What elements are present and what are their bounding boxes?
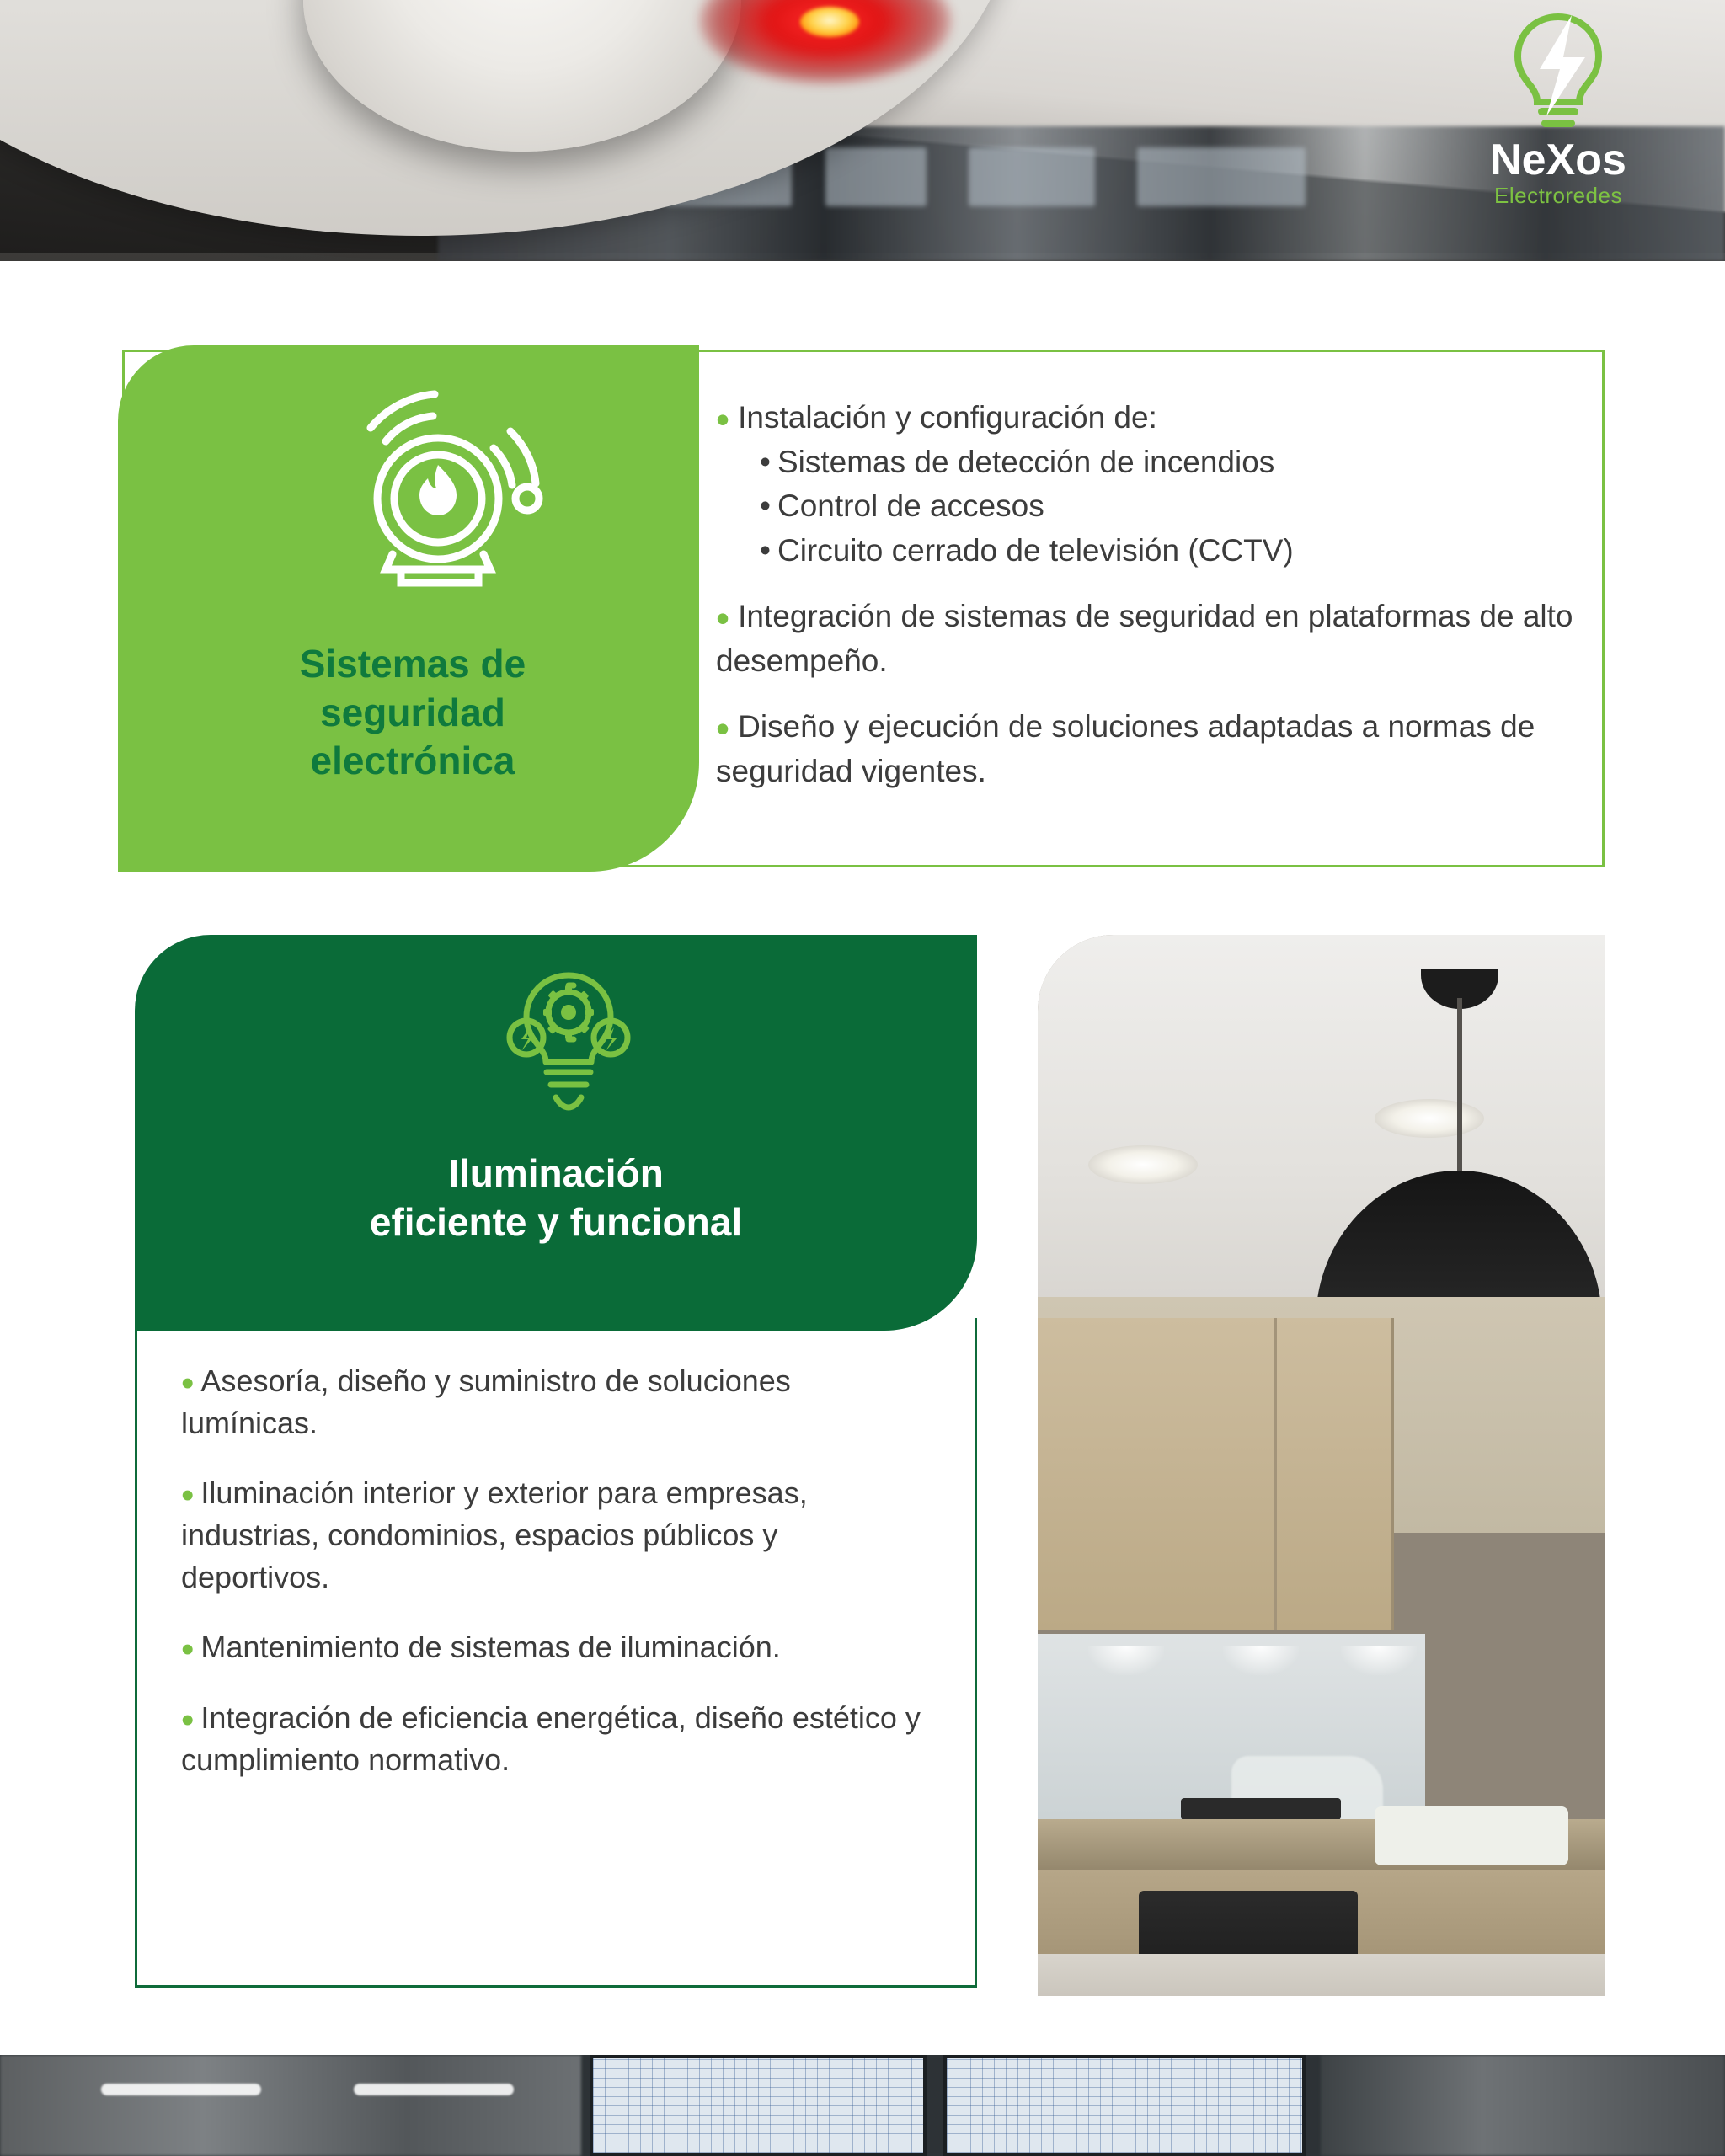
bullet-text: Asesoría, diseño y suministro de soluciones lumínicas. [181,1364,791,1440]
title-line: eficiente y funcional [369,1199,743,1244]
list-item [716,705,1583,793]
brand-name: NeXos [1490,136,1626,184]
ceiling-strip-light [101,2084,261,2095]
tool-on-counter [1181,1798,1341,1820]
office-right-blur [1321,2055,1725,2156]
ceiling-downlight [1088,1145,1198,1184]
blueprint-drawing [947,2058,1302,2153]
office-left-blur [0,2055,581,2156]
brand-logo [1440,10,1676,221]
lightbulb-gear-bolts-icon [480,960,657,1137]
sub-bullet-text: Circuito cerrado de televisión (CCTV) [777,532,1294,568]
bullet-text: Integración de sistemas de seguridad en plataformas de alto desempeño. [716,599,1573,678]
bullet-text: Integración de eficiencia energética, diseño estético y cumplimiento normativo. [181,1700,921,1777]
fire-alarm-bell-icon [320,387,573,606]
hero-photo-band [0,0,1725,261]
sub-bullet-dot-icon: • [760,444,771,479]
sub-bullet-text: Sistemas de detección de incendios [777,444,1275,479]
ceiling-downlight [1375,1099,1484,1138]
sub-list-item [760,529,1583,574]
lighting-green-panel [135,935,977,1331]
foam-packaging [1375,1806,1568,1865]
bullet-dot-icon: • [181,1700,195,1742]
sub-list-item [760,484,1583,529]
bullet-dot-icon: • [181,1363,195,1404]
title-line: electrónica [310,739,515,782]
detector-led-core [800,7,859,37]
list-item [181,1472,931,1598]
title-line: Sistemas de [299,642,526,686]
office-window [825,147,927,206]
monitor-screen [943,2055,1306,2156]
card-security-systems [122,350,1605,867]
list-item [716,396,1583,573]
security-card-title [168,640,657,786]
monitor-screen [590,2055,927,2156]
title-line: Iluminación [448,1151,664,1195]
security-green-panel [118,345,699,872]
sub-bullet-dot-icon: • [760,488,771,524]
list-item [716,595,1583,683]
brand-tagline: Electroredes [1494,183,1622,208]
list-item [181,1360,931,1444]
blueprint-drawing [593,2058,923,2153]
pendant-cord [1457,998,1462,1192]
bullet-text: Diseño y ejecución de soluciones adaptadas a normas de seguridad vigentes. [716,709,1535,788]
bullet-dot-icon: • [716,596,730,641]
bullet-dot-icon: • [181,1629,195,1671]
under-cabinet-light [1341,1646,1417,1675]
office-window [969,147,1095,206]
list-item [181,1697,931,1780]
sub-bullet-text: Control de accesos [777,488,1044,524]
title-line: seguridad [320,690,505,734]
upper-cabinets [1038,1318,1394,1630]
under-cabinet-light [1088,1646,1164,1675]
card-efficient-lighting [135,935,977,1988]
under-cabinet-light [1223,1646,1299,1675]
list-item [181,1626,931,1671]
footer-photo-band [0,2055,1725,2156]
bullet-dot-icon: • [716,707,730,751]
bullet-text: Iluminación interior y exterior para empresas, industrias, condominios, espacios públicos y deportivos. [181,1476,808,1594]
ceiling-strip-light [354,2084,514,2095]
lightbulb-bolt-icon [1491,10,1626,136]
bullet-dot-icon: • [181,1475,195,1517]
sub-list-item [760,440,1583,485]
security-bullet-list [716,396,1583,815]
lighting-card-title [135,1150,977,1246]
lighting-bullet-list [181,1360,931,1809]
bullet-dot-icon: • [716,398,730,441]
kitchen-floor [1038,1954,1605,1996]
bullet-text: Instalación y configuración de: [738,400,1157,435]
cabinet-divider [1274,1318,1277,1630]
sub-bullet-dot-icon: • [760,532,771,568]
office-window [1137,147,1306,206]
kitchen-lighting-photo [1038,935,1605,1996]
bullet-text: Mantenimiento de sistemas de iluminación. [200,1630,781,1665]
